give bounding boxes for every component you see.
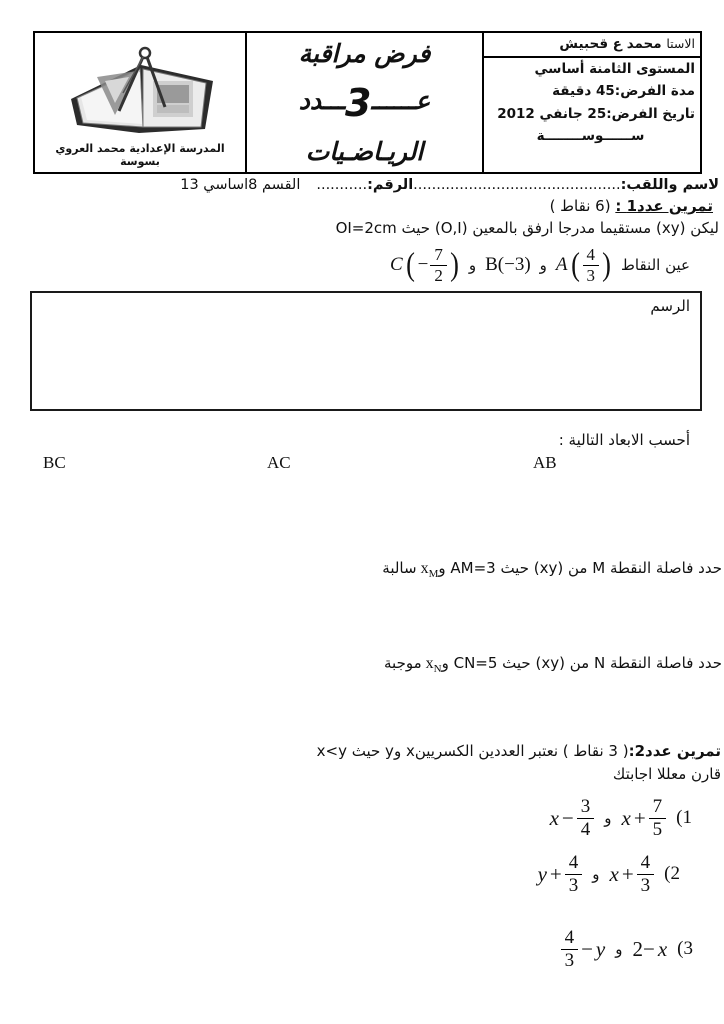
point-A-name: A [555, 254, 568, 275]
city-row: ســــــوســــــــة [536, 128, 645, 145]
exercise2-title: تمرين عدد2: [628, 742, 721, 760]
denominator: 3 [564, 949, 575, 971]
numerator: 4 [637, 853, 655, 875]
compute-distances-prompt: أحسب الابعاد التالية : [558, 431, 690, 449]
numerator: 7 [649, 797, 667, 819]
numerator: 3 [577, 797, 595, 819]
id-label: الرقم: [367, 177, 414, 193]
denominator: 5 [652, 818, 663, 840]
question-M-qualifier: سالبة [382, 559, 417, 577]
name-label: لاسم واللقب: [620, 177, 719, 193]
class-label: القسم 8اساسي 13 [180, 177, 301, 193]
numerator: 4 [561, 928, 579, 950]
drawing-area-box [30, 291, 702, 411]
header-table [33, 31, 702, 174]
denominator: 4 [580, 818, 591, 840]
variable: x [609, 861, 619, 886]
student-identity-line [180, 177, 719, 193]
and-word: و [615, 940, 623, 959]
point-C-fraction [430, 246, 447, 285]
fraction [577, 797, 595, 840]
title-number-line [298, 81, 431, 126]
open-book-compass-logo [53, 41, 228, 139]
numerator: 4 [583, 246, 600, 266]
exercise1-points-definition [390, 242, 690, 288]
teacher-row [484, 33, 700, 58]
numerator: 7 [430, 246, 447, 266]
denominator: 3 [640, 874, 651, 896]
and-word: و [604, 809, 612, 828]
exercise1-title: تمرين عدد1 : [615, 197, 713, 215]
assign-points-label: عين النقاط [621, 256, 690, 274]
item-1-first-expression [622, 797, 667, 840]
compare-item-3 [561, 928, 693, 971]
title-num-right: عــــــ [371, 86, 431, 116]
operator: + [549, 861, 562, 886]
exercise2-title-line [317, 740, 721, 763]
item-1-number: (1 [676, 807, 692, 829]
point-C [390, 246, 460, 285]
compare-item-2 [538, 853, 680, 896]
x-M-variable [421, 560, 439, 580]
teacher-name: محمد ع قحبيش [559, 36, 662, 52]
variable: x [657, 936, 668, 961]
fraction [561, 928, 579, 971]
operator: − [581, 936, 593, 961]
operator: + [621, 861, 634, 886]
and-word: و [468, 256, 477, 274]
exam-number: 3 [344, 81, 372, 126]
and-word: و [539, 256, 547, 274]
denominator: 3 [586, 265, 596, 285]
exercise2-statement: ( 3 نقاط ) نعتبر العددين الكسريينx وy حيث x<y [316, 742, 629, 760]
title-num-left: ـــدد [298, 86, 345, 116]
subscript: N [433, 663, 442, 676]
level-row: المستوى الثامنة أساسي [534, 60, 695, 77]
question-point-N [384, 654, 722, 675]
question-N-qualifier: موجبة [384, 654, 422, 672]
item-2-number: (2 [664, 863, 680, 885]
header-info-cell [484, 33, 700, 172]
exercise1-intro: ليكن (xy) مستقيما مدرجا ارفق بالمعين (O,I) حيث OI=2cm [335, 219, 719, 237]
id-fill-dots: ........... [316, 177, 368, 193]
item-3-first-expression [633, 937, 668, 962]
variable: x [425, 655, 434, 672]
header-logo-cell [35, 33, 245, 172]
fraction [565, 853, 583, 896]
and-word: و [592, 865, 600, 884]
fraction [649, 797, 667, 840]
title-line3: الريـاضـيات [305, 136, 424, 166]
denominator: 3 [568, 874, 579, 896]
minus-sign: − [417, 254, 429, 275]
point-A-fraction [583, 246, 600, 285]
operator: − [561, 805, 574, 830]
exercise1-points: (6 نقاط ) [549, 197, 611, 215]
exercise1-heading [550, 197, 713, 215]
variable: y [595, 936, 606, 961]
question-N-text: حدد فاصلة النقطة N من (xy) حيث CN=5 و [441, 654, 722, 672]
item-1-second-expression [550, 797, 595, 840]
teacher-label: الاستا [666, 36, 695, 51]
distance-BC: BC [43, 453, 66, 472]
item-3-number: (3 [677, 938, 693, 960]
name-fill-dots: ............................................. [413, 177, 621, 193]
close-paren: ) [602, 246, 611, 283]
operator: + [633, 805, 646, 830]
open-paren: ( [570, 246, 580, 283]
item-2-second-expression [538, 853, 583, 896]
exercise2-instruction: قارن معللا اجابتك [612, 764, 721, 783]
constant-and-operator: 2− [632, 936, 655, 961]
distance-AC: AC [267, 453, 291, 472]
numerator: 4 [565, 853, 583, 875]
denominator: 2 [434, 265, 443, 285]
point-A [556, 246, 612, 285]
point-B: B(−3) [485, 254, 531, 275]
exercise2-heading [317, 740, 721, 785]
header-title-cell [245, 33, 484, 172]
distance-AB: AB [533, 453, 557, 472]
drawing-label: الرسم [650, 297, 690, 315]
duration-row: مدة الفرض:45 دقيقة [552, 83, 695, 100]
variable: y [537, 861, 547, 886]
question-point-M [382, 559, 722, 580]
question-M-text: حدد فاصلة النقطة M من (xy) حيث AM=3 و [438, 559, 722, 577]
item-3-second-expression [561, 928, 606, 971]
close-paren: ) [449, 246, 459, 283]
subscript: M [428, 568, 439, 581]
fraction [637, 853, 655, 896]
title-line1: فرض مراقبة [298, 39, 431, 68]
open-paren: ( [405, 246, 415, 283]
school-name: المدرسة الإعدادية محمد العروي بسوسة [55, 142, 225, 168]
item-2-first-expression [610, 853, 655, 896]
compare-item-1 [550, 797, 692, 840]
date-row: تاريخ الفرض:25 جانفي 2012 [497, 105, 695, 122]
variable: x [621, 805, 631, 830]
point-C-name: C [389, 254, 403, 275]
variable: x [549, 805, 559, 830]
variable: x [420, 560, 429, 577]
x-N-variable [426, 655, 442, 675]
